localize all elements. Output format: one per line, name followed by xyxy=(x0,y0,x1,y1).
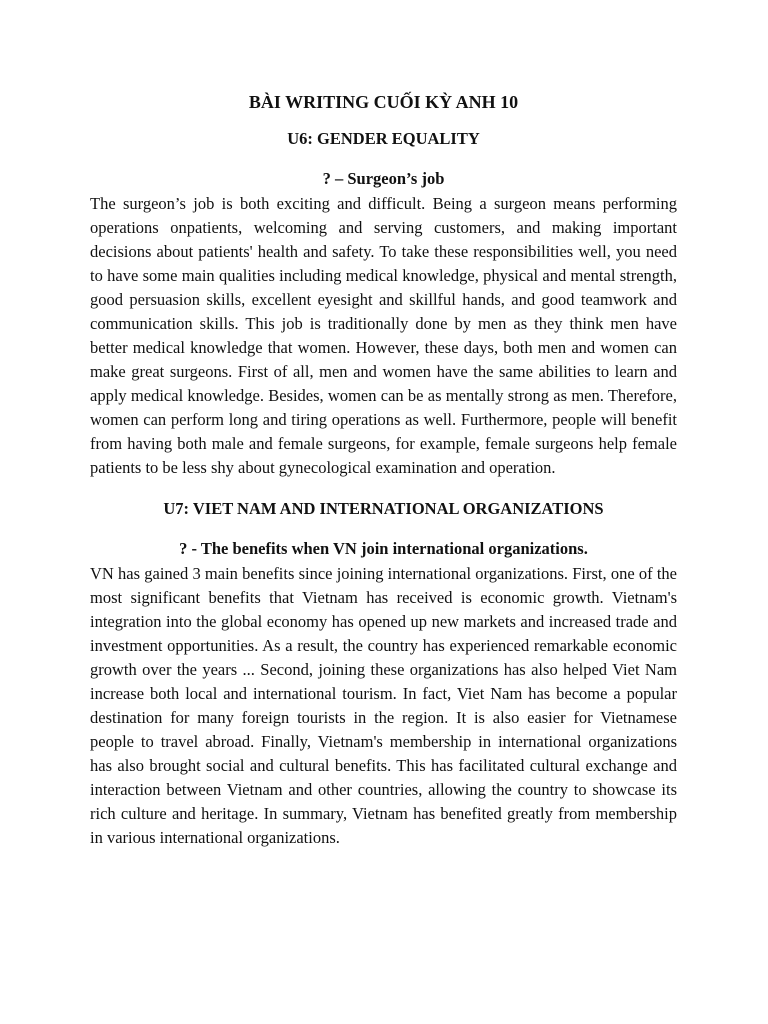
unit-6-essay: The surgeon’s job is both exciting and difficult. Being a surgeon means performing operations onpatients, welcoming and serving customers, and making important decisions about patients' health and safety. To take these responsibilities well, you need to have some main qualities including medical knowledge, physical and mental strength, good persuasion skills, excellent eyesight and skillful hands, and good teamwork and communication skills. This job is traditionally done by men as they think men have better medical knowledge that women. However, these days, both men and women can make great surgeons. First of all, men and women have the same abilities to learn and apply medical knowledge. Besides, women can be as mentally strong as men. Therefore, women can perform long and tiring operations as well. Furthermore, people will benefit from having both male and female surgeons, for example, female surgeons help female patients to be less shy about gynecological examination and operation. xyxy=(90,194,677,477)
unit-7-question: ? - The benefits when VN join international organizations. xyxy=(179,539,588,558)
document-page xyxy=(90,90,677,850)
unit-7-heading: U7: VIET NAM AND INTERNATIONAL ORGANIZATIONS xyxy=(163,499,604,518)
unit-7-essay: VN has gained 3 main benefits since joining international organizations. First, one of the most significant benefits that Vietnam has received is economic growth. Vietnam's integration into the global economy has opened up new markets and increased trade and investment opportunities. As a result, the country has experienced remarkable economic growth over the years ... Second, joining these organizations has also helped Viet Nam increase both local and international tourism. In fact, Viet Nam has become a popular destination for many foreign tourists in the region. It is also easier for Vietnamese people to travel abroad. Finally, Vietnam's membership in international organizations has also brought social and cultural benefits. This has facilitated cultural exchange and interaction between Vietnam and other countries, allowing the country to showcase its rich culture and heritage. In summary, Vietnam has benefited greatly from membership in various international organizations. xyxy=(90,564,677,847)
document-title: BÀI WRITING CUỐI KỲ ANH 10 xyxy=(248,92,519,112)
unit-6-question: ? – Surgeon’s job xyxy=(322,169,445,188)
unit-6-heading: U6: GENDER EQUALITY xyxy=(287,129,480,148)
